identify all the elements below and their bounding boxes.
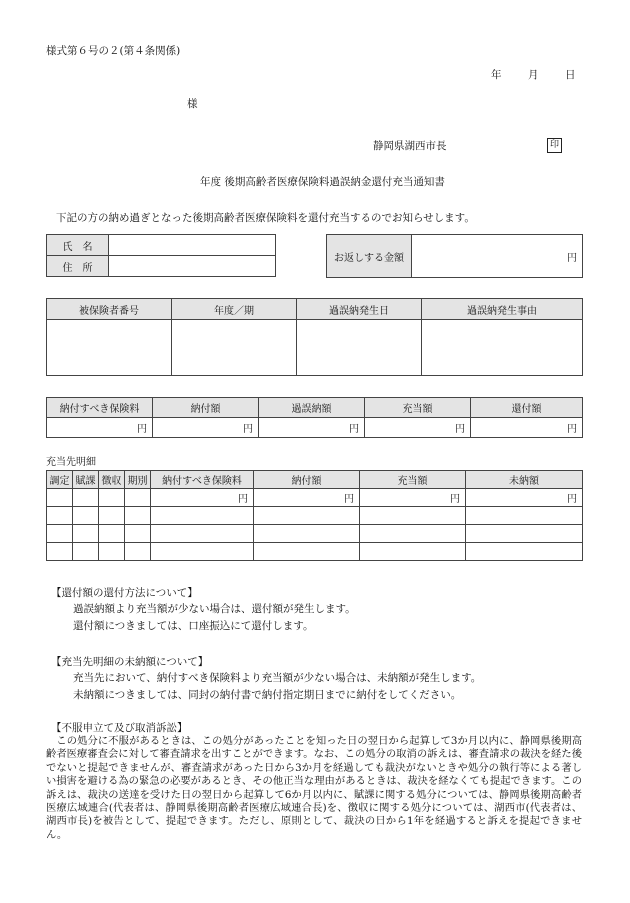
date-month-label: 月 <box>528 69 539 81</box>
allocation-header-unpaid: 未納額 <box>466 471 583 489</box>
overpaid-amount-header: 過誤納額 <box>259 398 365 418</box>
fiscal-period-header: 年度／期 <box>172 299 297 320</box>
refund-method-line-1: 過誤納額より充当額が少ない場合は、還付額が発生します。 <box>73 603 356 615</box>
allocation-header-allocated: 充当額 <box>360 471 466 489</box>
form-number: 様式第６号の２(第４条関係) <box>46 45 181 57</box>
allocation-caption: 充当先明細 <box>46 457 96 468</box>
table-row <box>47 543 583 561</box>
paid-amount-header: 納付額 <box>153 398 259 418</box>
table-row <box>47 525 583 543</box>
payable-premium-cell: 円 <box>47 418 153 438</box>
allocation-allocated-cell: 円 <box>360 489 466 507</box>
address-value <box>109 256 276 277</box>
intro-text: 下記の方の納め過ぎとなった後期高齢者医療保険料を還付充当するのでお知らせします。 <box>56 212 475 224</box>
allocation-header-period: 期別 <box>125 471 151 489</box>
allocation-header-collection: 徴収 <box>99 471 125 489</box>
refund-method-line-2: 還付額につきましては、口座振込にて還付します。 <box>73 620 314 632</box>
amount-table <box>46 397 583 438</box>
allocation-paid-cell: 円 <box>254 489 360 507</box>
person-table <box>46 234 276 277</box>
overpayment-reason-cell <box>422 320 583 376</box>
overpayment-date-cell <box>297 320 422 376</box>
allocation-payable-cell: 円 <box>151 489 254 507</box>
refund-amount-header: 還付額 <box>471 398 583 418</box>
document-title: 年度 後期高齢者医療保険料過誤納金還付充当通知書 <box>200 176 445 188</box>
insured-table <box>46 298 583 376</box>
overpayment-date-header: 過誤納発生日 <box>297 299 422 320</box>
refund-method-title: 【還付額の還付方法について】 <box>51 587 198 599</box>
payable-premium-header: 納付すべき保険料 <box>47 398 153 418</box>
insured-number-header: 被保険者番号 <box>47 299 172 320</box>
allocation-header-assessment: 調定 <box>47 471 73 489</box>
refund-amount-table <box>326 234 583 278</box>
appeal-title: 【不服申立て及び取消訴訟】 <box>51 722 188 734</box>
name-value <box>109 235 276 256</box>
refund-amount-value: 円 <box>412 235 583 278</box>
fiscal-period-cell <box>172 320 297 376</box>
paid-amount-cell: 円 <box>153 418 259 438</box>
allocation-table <box>46 470 583 561</box>
unpaid-line-2: 未納額につきましては、同封の納付書で納付指定期日までに納付をしてください。 <box>73 689 462 701</box>
date-day-label: 日 <box>565 69 576 81</box>
unpaid-line-1: 充当先において、納付すべき保険料より充当額が少ない場合は、未納額が発生します。 <box>73 672 482 684</box>
table-row <box>47 507 583 525</box>
allocation-header-payable: 納付すべき保険料 <box>151 471 254 489</box>
insured-number-cell <box>47 320 172 376</box>
name-label: 氏 名 <box>47 235 109 256</box>
allocation-header-levy: 賦課 <box>73 471 99 489</box>
refund-amount-cell: 円 <box>471 418 583 438</box>
addressee-suffix: 様 <box>187 98 198 110</box>
allocation-unpaid-cell: 円 <box>466 489 583 507</box>
allocated-amount-header: 充当額 <box>365 398 471 418</box>
refund-amount-label: お返しする金額 <box>327 235 412 278</box>
allocation-header-paid: 納付額 <box>254 471 360 489</box>
appeal-text: この処分に不服があるときは、この処分があったことを知った日の翌日から起算して3か月以内に、静岡県後期高齢者医療審査会に対して審査請求を出すことができます。なお、この処分の取消の訴えは、審査請求の裁決を経た後でないと提起できませんが、審査請求があった日から3か月を経過しても裁決がないときや処分の執行等による著しい損害を避ける為の緊急の必要があるとき、その他正当な理由があるときは、裁決を経なくても提起できます。この訴えは、裁決の送達を受けた日の翌日から起算して6か月以内に、賦課に関する処分については、静岡県後期高齢者医療広域連合(代表者は、静岡県後期高齢者医療広域連合長)を、徴収に関する処分については、湖西市(代表者は、湖西市長)を被告として、提起できます。ただし、原則として、裁決の日から1年を経過すると訴えを提起できません。 <box>46 735 582 841</box>
address-label: 住 所 <box>47 256 109 277</box>
overpaid-amount-cell: 円 <box>259 418 365 438</box>
overpayment-reason-header: 過誤納発生事由 <box>422 299 583 320</box>
table-row <box>47 489 583 507</box>
seal-mark: 印 <box>547 138 562 153</box>
unpaid-title: 【充当先明細の未納額について】 <box>51 656 209 668</box>
date-year-label: 年 <box>491 69 502 81</box>
allocated-amount-cell: 円 <box>365 418 471 438</box>
issuer-name: 静岡県湖西市長 <box>373 140 447 152</box>
